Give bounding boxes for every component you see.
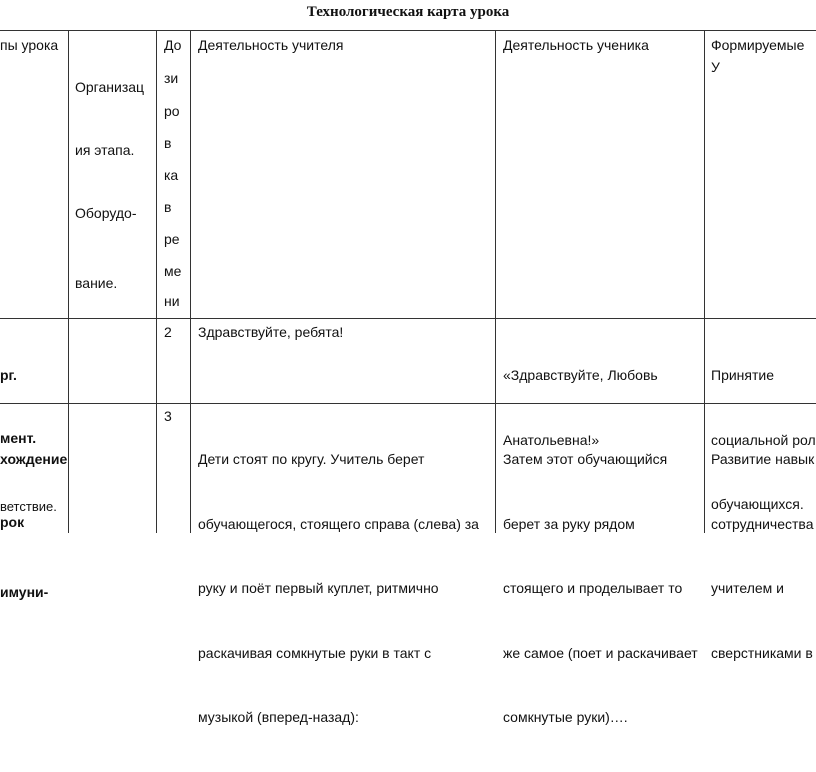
- student-line: сомкнутые руки)….: [503, 709, 628, 725]
- column-divider: [68, 30, 69, 533]
- header-dosage-fragment: ни: [164, 293, 180, 309]
- table-border-top: [0, 30, 816, 31]
- skills-line: Развитие навык: [711, 451, 815, 467]
- column-divider: [156, 30, 157, 533]
- header-organization-line: Организац: [75, 79, 145, 95]
- stage-line: имуни-: [0, 584, 49, 600]
- skills-line: учителем и: [711, 580, 784, 596]
- page-title: Технологическая карта урока: [306, 4, 510, 20]
- table-row-teacher: Здравствуйте, ребята!: [198, 324, 344, 340]
- header-organization-line: вание.: [75, 275, 118, 291]
- header-dosage-fragment: ре: [164, 231, 180, 247]
- header-teacher-activity: Деятельность учителя: [198, 37, 344, 53]
- teacher-line: руку и поёт первый куплет, ритмично: [198, 580, 439, 596]
- skills-line: сверстниками в: [711, 644, 813, 661]
- stage-line: рок: [0, 514, 25, 530]
- skills-line: Принятие: [711, 367, 774, 383]
- stage-line: хождение: [0, 451, 68, 467]
- header-organization: [75, 35, 144, 336]
- teacher-line: обучающегося, стоящего справа (слева) за: [198, 515, 479, 532]
- column-divider: [704, 30, 705, 533]
- header-student-activity: Деятельность ученика: [503, 37, 649, 53]
- column-divider: [190, 30, 191, 533]
- header-skills: Формируемые У: [711, 37, 809, 75]
- table-row-student: [503, 406, 698, 772]
- table-row-time: 3: [164, 408, 172, 424]
- header-dosage-fragment: ро: [164, 103, 180, 119]
- header-dosage-fragment: в: [164, 199, 172, 215]
- table-row-stage: [0, 407, 67, 645]
- teacher-line: раскачивая сомкнутые руки в такт с: [198, 644, 432, 661]
- skills-line: обучающихся.: [711, 496, 804, 512]
- header-dosage-fragment: ка: [164, 167, 179, 183]
- student-line: стоящего и проделывает то: [503, 580, 683, 596]
- skills-line: социальной рол: [711, 431, 816, 448]
- teacher-line: музыкой (вперед-назад):: [198, 709, 359, 725]
- header-stages: пы урока: [0, 37, 59, 53]
- stage-line: ветствие.: [0, 499, 57, 514]
- header-organization-line: Оборудо-: [75, 205, 137, 221]
- header-dosage-fragment: в: [164, 135, 172, 151]
- header-dosage-fragment: зи: [164, 70, 179, 86]
- table-row-time: 2: [164, 324, 172, 340]
- table-row-skills: [711, 406, 814, 707]
- stage-line: мент.: [0, 430, 37, 446]
- student-line: берет за руку рядом: [503, 515, 635, 532]
- header-organization-line: ия этапа.: [75, 142, 135, 158]
- header-dosage-fragment: ме: [164, 263, 182, 279]
- table-row-divider: [0, 403, 816, 404]
- student-line: Затем этот обучающийся: [503, 451, 668, 467]
- skills-line: сотрудничества: [711, 515, 814, 532]
- table-row-teacher: [198, 406, 479, 772]
- student-line: «Здравствуйте, Любовь: [503, 367, 658, 383]
- student-line: же самое (поет и раскачивает: [503, 644, 698, 661]
- header-dosage-fragment: До: [164, 37, 182, 53]
- column-divider: [495, 30, 496, 533]
- teacher-line: Дети стоят по кругу. Учитель берет: [198, 451, 425, 467]
- stage-line: рг.: [0, 367, 17, 383]
- student-line: Анатольевна!»: [503, 431, 600, 448]
